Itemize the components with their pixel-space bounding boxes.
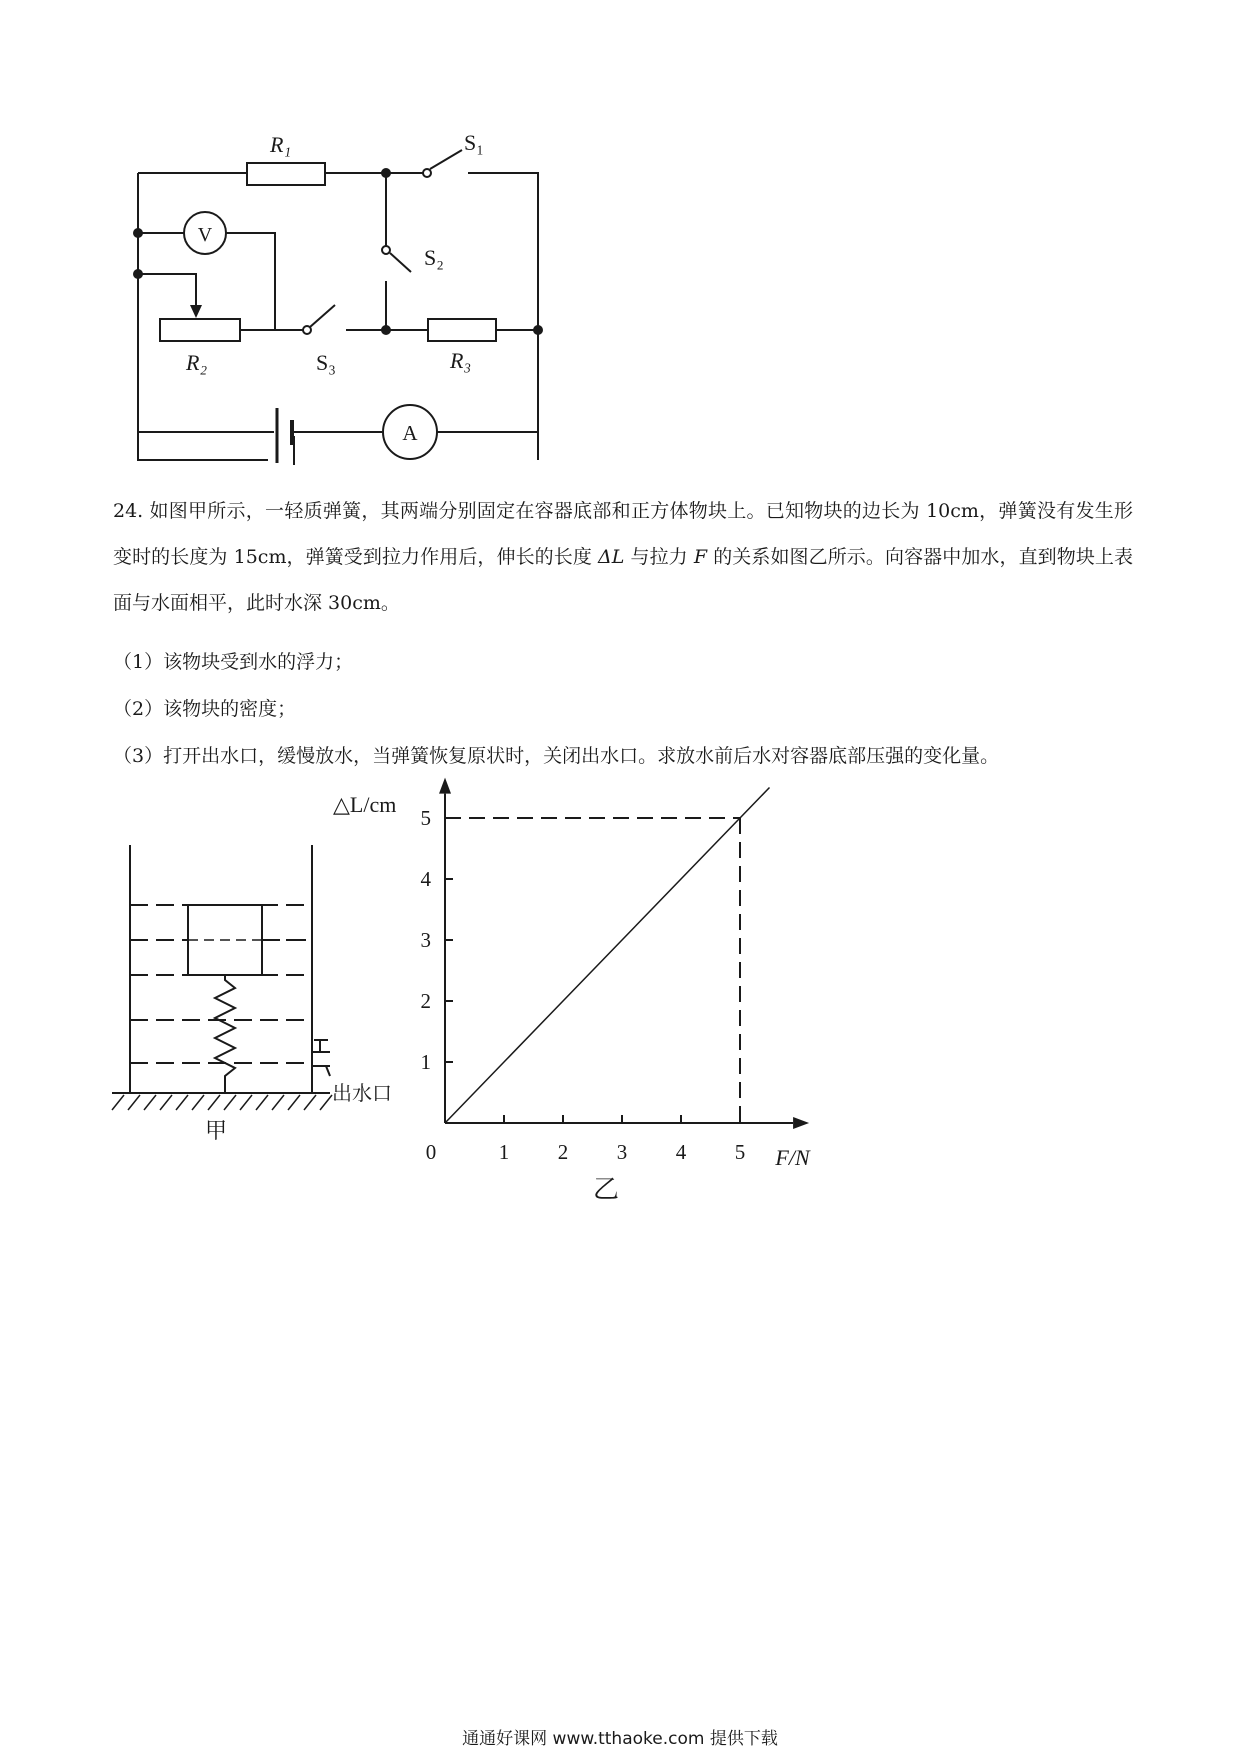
series-line	[445, 788, 770, 1124]
x-axis-label: F/N	[775, 1145, 810, 1170]
page-footer: 通通好课网 www.tthaoke.com 提供下载	[462, 1729, 778, 1749]
y-tick-label: 3	[420, 928, 431, 952]
label-s1: S₁	[464, 130, 484, 155]
floor-hatch	[112, 1095, 332, 1110]
subquestion-2: （2）该物块的密度；	[113, 698, 297, 720]
switch-s1-contact	[423, 169, 431, 177]
x-tick-label: 4	[675, 1140, 687, 1164]
question-stem	[113, 488, 1133, 626]
label-ammeter: A	[402, 421, 418, 445]
label-voltmeter: V	[197, 224, 213, 246]
resistor-r1	[247, 163, 325, 185]
y-axis-arrow-icon	[439, 778, 451, 794]
outlet-tap-icon	[312, 1040, 330, 1076]
slider-arrow-icon	[190, 305, 202, 318]
label-r3: R₃	[450, 348, 472, 373]
x-tick-label: 2	[557, 1140, 569, 1164]
outlet-label: 出水口	[332, 1081, 392, 1105]
x-tick-label: 1	[498, 1140, 510, 1164]
label-s3: S₃	[316, 350, 336, 375]
resistor-r3	[428, 319, 496, 341]
caption-yi: 乙	[593, 1175, 620, 1205]
stem-part-1: 如图甲所示，一轻质弹簧，其两端分别固定在容器底部和正方体物块上。已知物块的边长为 10cm，弹簧没有发生形变时的长度为 15cm，弹簧受到拉力作用后，伸长的长度	[113, 500, 1133, 568]
x-axis-arrow-icon	[793, 1117, 809, 1129]
switch-s2-contact	[382, 246, 390, 254]
delta-l-symbol: ΔL	[598, 546, 625, 568]
subquestion-1: （1）该物块受到水的浮力；	[113, 651, 354, 673]
x-tick-label: 5	[734, 1140, 746, 1164]
y-tick-label: 2	[420, 989, 431, 1013]
y-axis-label: △L/cm	[333, 792, 397, 817]
x-tick-label: 3	[616, 1140, 628, 1164]
label-r1: R₁	[270, 132, 292, 157]
subquestion-3: （3）打开出水口，缓慢放水，当弹簧恢复原状时，关闭出水口。求放水前后水对容器底部压强的变化量。	[113, 745, 1000, 767]
stem-part-2: 与拉力	[624, 546, 694, 568]
label-s2: S₂	[424, 245, 444, 270]
spring	[215, 975, 235, 1093]
stem-part-3: 的关系如图乙所示。向容器中加水，直到物块上表面与水面相平，此时水深 30cm。	[113, 546, 1133, 614]
y-tick-label: 4	[420, 867, 431, 891]
switch-s3-contact	[303, 326, 311, 334]
x-tick-label: 0	[425, 1140, 437, 1164]
question-number: 24.	[113, 500, 144, 522]
y-tick-label: 1	[420, 1050, 431, 1074]
label-r2: R₂	[186, 350, 208, 375]
figure-container-spring	[0, 820, 400, 1200]
caption-jia: 甲	[205, 1119, 228, 1144]
circuit-diagram	[0, 0, 1240, 480]
y-tick-label: 5	[420, 806, 431, 830]
f-symbol: F	[693, 546, 708, 568]
rheostat-r2	[160, 319, 240, 341]
